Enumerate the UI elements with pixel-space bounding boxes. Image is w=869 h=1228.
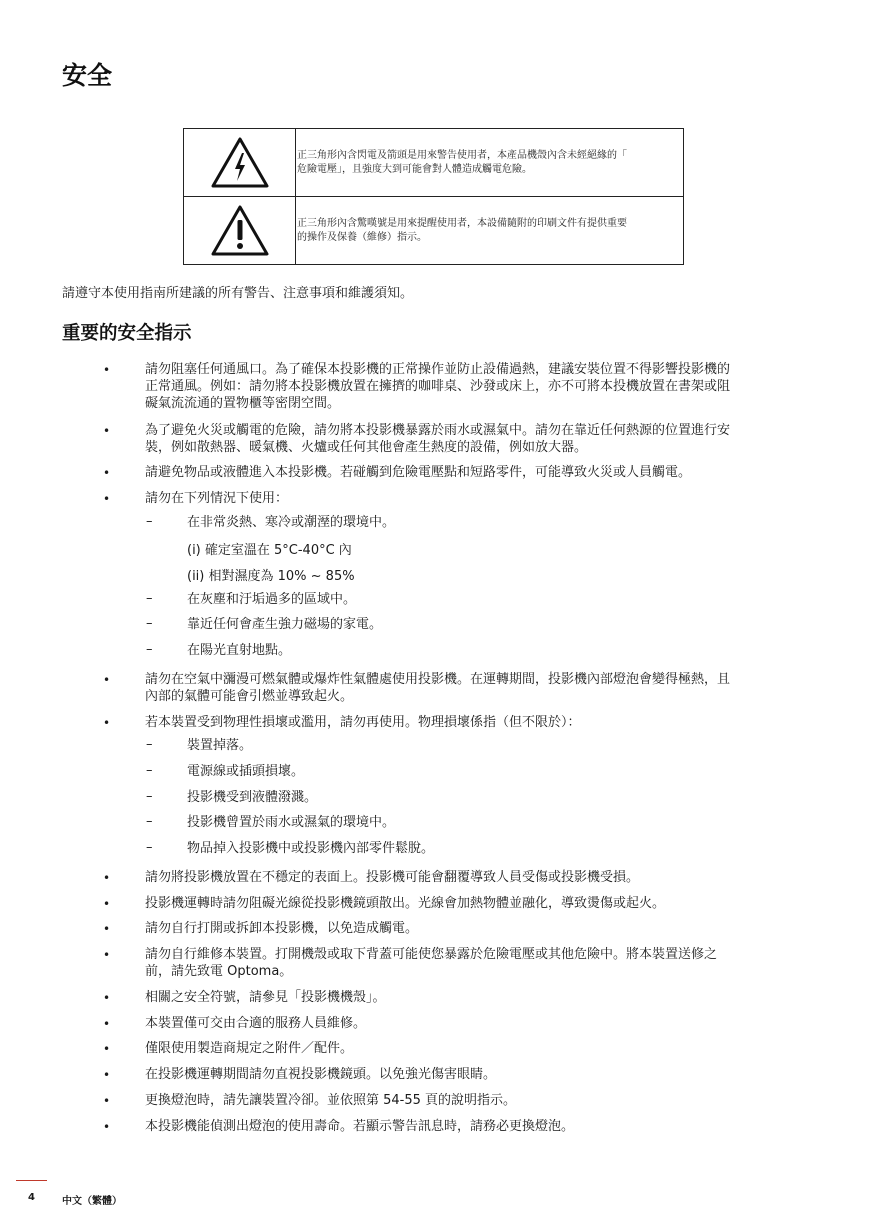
section-title: 重要的安全指示 [62,323,192,344]
list-item-line: 正常通風。例如：請勿將本投影機放置在擁擠的咖啡桌、沙發或床上，亦不可將本投機放置在書架或阻 [145,379,731,394]
list-item-line: 請勿將投影機放置在不穩定的表面上。投影機可能會翻覆導致人員受傷或投影機受損。 [145,870,640,885]
bullet-marker: • [103,1068,111,1082]
list-item-line: 請勿自行維修本裝置。打開機殼或取下背蓋可能使您暴露於危險電壓或其他危險中。將本裝置送修之 [145,947,718,962]
damage-item: 裝置掉落。 [187,738,253,753]
page-title: 安全 [62,61,113,90]
list-item-line: 礙氣流流通的置物櫃等密閉空間。 [145,396,341,411]
dash-marker: – [146,642,153,657]
bullet-marker: • [103,1120,111,1134]
warning-text-instructions [297,217,681,245]
warning-icon-cell [184,129,296,196]
list-item-line: 裝，例如散熱器、暖氣機、火爐或任何其他會產生熱度的設備，例如放大器。 [145,440,588,455]
warning-text-line: 正三角形內含閃電及箭頭是用來警告使用者，本產品機殼內含未經絕緣的「 [297,150,627,161]
list-item-line: 請勿在空氣中瀰漫可燃氣體或爆炸性氣體處使用投影機。在運轉期間，投影機內部燈泡會變得極熱，且 [145,672,731,687]
dash-marker: – [146,763,153,778]
list-item-line: 更換燈泡時，請先讓裝置冷卻。並依照第 54-55 頁的說明指示。 [145,1093,517,1108]
bullet-marker: • [103,991,111,1005]
list-item-line: 僅限使用製造商規定之附件／配件。 [145,1041,354,1056]
dash-marker: – [146,840,153,855]
bullet-marker: • [103,673,111,687]
warning-symbols-table [183,128,684,265]
dash-marker: – [146,789,153,804]
list-item-line: 相關之安全符號，請參見「投影機機殼」。 [145,990,386,1005]
list-item-line: 為了避免火災或觸電的危險，請勿將本投影機暴露於雨水或濕氣中。請勿在靠近任何熱源的位置進行安 [145,423,731,438]
condition-item: 在灰塵和汙垢過多的區域中。 [187,592,357,607]
damage-item: 物品掉入投影機中或投影機內部零件鬆脫。 [187,841,435,856]
list-item-line: 請勿在下列情況下使用： [145,491,289,506]
list-item-line: 若本裝置受到物理性損壞或濫用，請勿再使用。物理損壞係指（但不限於）： [145,715,581,730]
warning-icon-cell [184,197,296,264]
page-number: 4 [28,1192,35,1203]
warning-text-line: 危險電壓」，且強度大到可能會對人體造成觸電危險。 [297,164,532,175]
list-item-line: 本投影機能偵測出燈泡的使用壽命。若顯示警告訊息時，請務必更換燈泡。 [145,1119,575,1134]
dash-marker: – [146,814,153,829]
bullet-marker: • [103,922,111,936]
bullet-marker: • [103,716,111,730]
warning-row-instructions [184,197,683,264]
list-item-line: 請勿阻塞任何通風口。為了確保本投影機的正常操作並防止設備過熱，建議安裝位置不得影響投影機的 [145,362,731,377]
dash-marker: – [146,514,153,529]
list-item-line: 本裝置僅可交由合適的服務人員維修。 [145,1016,367,1031]
footer-rule [16,1180,47,1181]
bullet-marker: • [103,492,111,506]
warning-text-voltage [297,149,681,177]
warning-text-line: 正三角形內含驚嘆號是用來提醒使用者，本設備隨附的印刷文件有提供重要 [297,218,627,229]
bullet-marker: • [103,1042,111,1056]
list-item-line: 在投影機運轉期間請勿直視投影機鏡頭。以免強光傷害眼睛。 [145,1067,497,1082]
list-item-line: 請避免物品或液體進入本投影機。若碰觸到危險電壓點和短路零件，可能導致火災或人員觸電。 [145,465,692,480]
list-item-line: 前，請先致電 Optoma。 [145,964,293,979]
damage-item: 投影機受到液體潑濺。 [187,790,318,805]
warning-row-voltage [184,129,683,197]
list-item-line: 內部的氣體可能會引燃並導致起火。 [145,689,354,704]
condition-item: 靠近任何會產生強力磁場的家電。 [187,617,383,632]
dash-marker: – [146,591,153,606]
warning-text-line: 的操作及保養（維修）指示。 [297,232,427,243]
bullet-marker: • [103,1017,111,1031]
bullet-marker: • [103,871,111,885]
bullet-marker: • [103,424,111,438]
list-item-line: 請勿自行打開或拆卸本投影機，以免造成觸電。 [145,921,419,936]
condition-item: 在非常炎熱、寒冷或潮溼的環境中。 [187,515,396,530]
list-item-line: 投影機運轉時請勿阻礙光線從投影機鏡頭散出。光線會加熱物體並融化，導致燙傷或起火。 [145,896,666,911]
damage-item: 電源線或插頭損壞。 [187,764,305,779]
dash-marker: – [146,737,153,752]
intro-text: 請遵守本使用指南所建議的所有警告、注意事項和維護須知。 [62,286,414,301]
bullet-marker: • [103,466,111,480]
bullet-marker: • [103,1094,111,1108]
dash-marker: – [146,616,153,631]
condition-subitem: (i) 確定室溫在 5°C-40°C 內 [187,543,352,558]
footer-language: 中文（繁體） [62,1196,122,1207]
exclamation-warning-icon [209,203,271,259]
bullet-marker: • [103,363,111,377]
damage-item: 投影機曾置於雨水或濕氣的環境中。 [187,815,396,830]
bullet-marker: • [103,948,111,962]
condition-item: 在陽光直射地點。 [187,643,292,658]
condition-subitem: (ii) 相對濕度為 10% ~ 85% [187,569,355,584]
bullet-marker: • [103,897,111,911]
lightning-warning-icon [209,135,271,191]
